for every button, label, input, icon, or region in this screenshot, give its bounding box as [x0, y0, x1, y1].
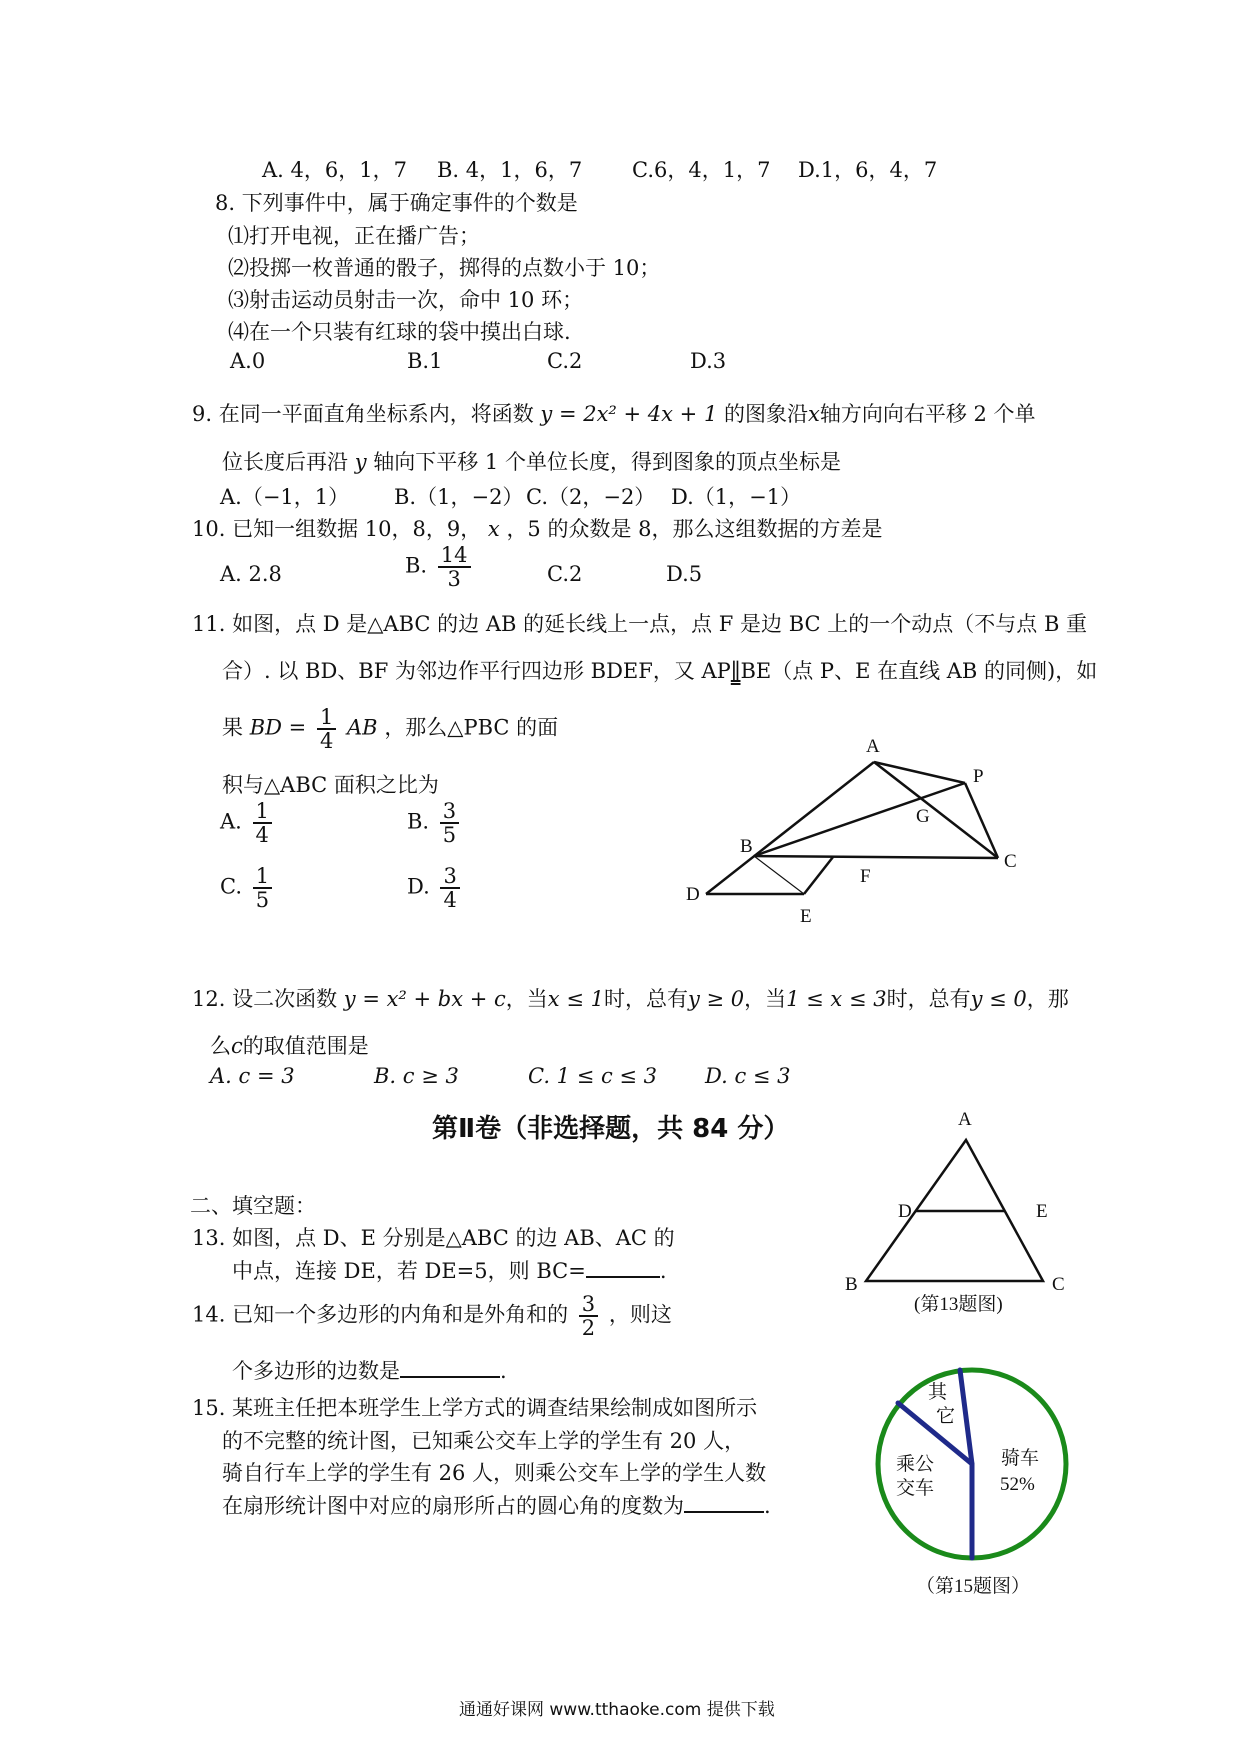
- q10-option-b: [405, 544, 475, 590]
- q9-line-1: [192, 398, 1036, 428]
- q13-caption: (第13题图): [914, 1294, 1003, 1315]
- fraction-numerator: 3: [440, 800, 459, 824]
- q12-condition-3: 1 ≤ x ≤ 3: [786, 987, 887, 1011]
- q15-line-2: 的不完整的统计图，已知乘公交车上学的学生有 20 人，: [222, 1429, 746, 1453]
- fraction-denominator: 3: [447, 567, 461, 592]
- pie-label-bus-2: 交车: [896, 1478, 935, 1499]
- q7-option-c: C.6，4，1，7: [632, 158, 771, 182]
- q8-item-3: ⑶射击运动员射击一次，命中 10 环；: [228, 288, 584, 312]
- q9-y-var: y: [354, 450, 367, 474]
- q8-item-4: ⑷在一个只装有红球的袋中摸出白球.: [228, 320, 571, 344]
- q13-number: 13.: [192, 1226, 226, 1250]
- q11-fraction: [317, 706, 336, 752]
- option-fraction: [253, 800, 272, 846]
- q9-line-2: [222, 446, 841, 476]
- line-be: [754, 856, 804, 894]
- q12-formula: y = x² + bx + c: [343, 987, 506, 1011]
- q15-pie-figure: [860, 1360, 1100, 1605]
- q12-text: 么: [210, 1034, 231, 1058]
- page-footer: 通通好课网 www.tthaoke.com 提供下载: [459, 1700, 775, 1720]
- q15-text: 在扇形统计图中对应的扇形所占的圆心角的度数为: [222, 1494, 684, 1518]
- pie-label-other-2: 它: [936, 1406, 956, 1427]
- label-b: B: [845, 1274, 858, 1295]
- q13-text: 中点，连接 DE，若 DE=5，则 BC=: [232, 1259, 586, 1283]
- q10-text: ，5 的众数是 8，那么这组数据的方差是: [506, 517, 883, 541]
- fill-in-heading: 二、填空题：: [190, 1194, 316, 1218]
- label-b: B: [740, 836, 753, 857]
- option-prefix: B.: [407, 809, 430, 834]
- q14-text: .: [500, 1359, 507, 1383]
- q14-text: 个多边形的边数是: [232, 1359, 400, 1383]
- q12-option-b: B. c ≥ 3: [374, 1064, 459, 1088]
- label-d: D: [686, 884, 700, 905]
- q11-option-c: [220, 865, 276, 911]
- q10-option-c: C.2: [547, 562, 583, 586]
- q11-line-2: [222, 655, 1097, 685]
- q12-text: 时，总有: [886, 987, 971, 1011]
- q11-equals: =: [288, 715, 307, 740]
- q9-text: 在同一平面直角坐标系内，将函数: [218, 402, 534, 426]
- q8-item-1: ⑴打开电视，正在播广告；: [228, 224, 480, 248]
- pie-label-other-1: 其: [928, 1382, 948, 1403]
- q11-line-3: [222, 706, 558, 752]
- q13-line-1: [192, 1222, 675, 1252]
- q12-condition-1: x ≤ 1: [547, 987, 604, 1011]
- q8-stem: 8. 下列事件中，属于确定事件的个数是: [215, 191, 578, 215]
- q12-text: ，当: [505, 987, 548, 1011]
- q12-condition-2: y ≥ 0: [687, 987, 745, 1011]
- q10-number: 10.: [192, 517, 226, 541]
- q11-text: 如图，点 D 是△ABC 的边 AB 的延长线上一点，点 F 是边 BC 上的一个动点（不与点 B 重: [232, 612, 1088, 636]
- answer-blank[interactable]: [400, 1358, 500, 1378]
- q9-text: 位长度后再沿: [222, 450, 348, 474]
- q12-number: 12.: [192, 987, 226, 1011]
- label-c: C: [1052, 1274, 1065, 1295]
- q8-item-2: ⑵投掷一枚普通的骰子，掷得的点数小于 10；: [228, 256, 661, 280]
- q15-line-3: 骑自行车上学的学生有 26 人，则乘公交车上学的学生人数: [222, 1461, 767, 1485]
- q12-option-d: D. c ≤ 3: [705, 1064, 791, 1088]
- q11-option-b: [407, 800, 463, 846]
- q12-text: 时，总有: [603, 987, 688, 1011]
- q10-option-a: A. 2.8: [220, 562, 282, 586]
- q9-option-c: C.（2，−2）: [526, 485, 656, 509]
- line-ef: [804, 857, 833, 894]
- q12-text: ，当: [744, 987, 787, 1011]
- label-d: D: [898, 1201, 912, 1222]
- q10-option-d: D.5: [666, 562, 703, 586]
- q11-text: 合）. 以 BD、BF 为邻边作平行四边形 BDEF，又 AP: [222, 659, 731, 683]
- fraction-denominator: 4: [443, 888, 457, 913]
- q15-text: 某班主任把本班学生上学方式的调查结果绘制成如图所示: [232, 1396, 758, 1420]
- q9-text: 的图象沿: [724, 402, 808, 426]
- q10-text: 已知一组数据 10，8，9，: [232, 517, 482, 541]
- fraction-denominator: 4: [319, 729, 334, 754]
- q11-ab: AB: [347, 715, 378, 740]
- label-g: G: [916, 806, 930, 827]
- fraction-numerator: 3: [440, 865, 459, 889]
- label-a: A: [958, 1109, 972, 1130]
- q11-figure: [680, 730, 1040, 930]
- q13-line-2: [232, 1255, 667, 1285]
- q13-figure: [840, 1100, 1100, 1315]
- q12-option-a: A. c = 3: [210, 1064, 295, 1088]
- q14-line-1: [192, 1293, 672, 1339]
- option-fraction: [440, 800, 459, 846]
- q14-number: 14.: [192, 1302, 226, 1327]
- fraction-denominator: 5: [255, 888, 270, 913]
- q14-text: 已知一个多边形的内角和是外角和的: [232, 1302, 569, 1327]
- fraction-denominator: 4: [255, 823, 269, 848]
- pie-label-bike: 骑车: [1001, 1448, 1040, 1469]
- q10-option-b-fraction: [438, 544, 471, 590]
- q13-text: .: [659, 1259, 667, 1283]
- q10-stem: [192, 513, 883, 543]
- q10-x-var: x: [487, 517, 500, 541]
- q12-condition-4: y ≤ 0: [970, 987, 1027, 1011]
- q15-line-1: [192, 1392, 757, 1422]
- pie-label-bike-percent: 52%: [1000, 1474, 1035, 1495]
- q14-text: ，则这: [608, 1302, 672, 1327]
- q14-line-2: [232, 1355, 507, 1385]
- q12-text: ，那: [1026, 987, 1069, 1011]
- q12-line-1: [192, 983, 1069, 1013]
- fraction-numerator: 3: [579, 1293, 598, 1317]
- option-prefix: D.: [407, 874, 430, 899]
- label-c: C: [1004, 851, 1017, 872]
- q11-line-1: [192, 608, 1087, 638]
- label-p: P: [973, 766, 984, 787]
- q12-line-2: [210, 1030, 369, 1060]
- q8-option-b: B.1: [407, 349, 443, 373]
- fraction-numerator: 1: [317, 706, 336, 730]
- q9-option-d: D.（1，−1）: [671, 485, 802, 509]
- q12-text: 设二次函数: [232, 987, 338, 1011]
- answer-blank[interactable]: [586, 1258, 660, 1278]
- fraction-numerator: 14: [438, 544, 471, 568]
- line-bc: [754, 856, 998, 858]
- q14-fraction: [579, 1293, 598, 1339]
- fraction-numerator: 1: [253, 800, 272, 824]
- q11-number: 11.: [192, 612, 226, 636]
- option-prefix: C.: [220, 874, 242, 899]
- q7-option-b: B. 4，1，6，7: [437, 158, 583, 182]
- q13-text: 如图，点 D、E 分别是△ABC 的边 AB、AC 的: [232, 1226, 675, 1250]
- q10-option-b-prefix: B.: [405, 553, 428, 578]
- label-a: A: [866, 736, 880, 757]
- q9-text: 轴向下平移 1 个单位长度，得到图象的顶点坐标是: [373, 450, 841, 474]
- q7-option-d: D.1，6，4，7: [798, 158, 938, 182]
- pie-label-bus-1: 乘公: [896, 1454, 935, 1475]
- fraction-numerator: 1: [253, 865, 272, 889]
- q9-x-var: x: [808, 402, 820, 426]
- q9-option-b: B.（1，−2）: [394, 485, 524, 509]
- q12-text: 的取值范围是: [242, 1034, 369, 1058]
- q12-option-c: C. 1 ≤ c ≤ 3: [528, 1064, 658, 1088]
- option-fraction: [440, 865, 459, 911]
- label-f: F: [860, 866, 871, 887]
- q11-text: ，那么△PBC 的面: [384, 715, 559, 740]
- q8-option-c: C.2: [547, 349, 583, 373]
- q11-bd: BD: [249, 715, 282, 740]
- answer-blank[interactable]: [684, 1493, 764, 1513]
- fraction-denominator: 2: [581, 1316, 596, 1341]
- label-e: E: [1036, 1201, 1048, 1222]
- q9-option-a: A.（−1，1）: [220, 485, 350, 509]
- label-e: E: [800, 906, 812, 927]
- q11-option-a: [220, 800, 276, 846]
- q15-line-4: [222, 1490, 771, 1520]
- line-pb: [754, 783, 965, 856]
- option-fraction: [253, 865, 272, 911]
- q11-text: 果: [222, 715, 243, 740]
- q15-number: 15.: [192, 1396, 226, 1420]
- q11-text: BE（点 P、E 在直线 AB 的同侧)，如: [740, 659, 1098, 683]
- option-prefix: A.: [220, 809, 242, 834]
- divider-top: [960, 1370, 972, 1464]
- parallel-equal-symbol: ∥: [730, 659, 741, 683]
- line-ad: [706, 762, 874, 894]
- q11-option-d: [407, 865, 464, 911]
- q11-line-4: 积与△ABC 面积之比为: [222, 773, 439, 797]
- q12-c-var: c: [231, 1034, 243, 1058]
- section-2-title: 第Ⅱ卷（非选择题，共 84 分）: [432, 1114, 790, 1144]
- q15-text: .: [764, 1494, 771, 1518]
- q7-option-a: A. 4，6，1，7: [262, 158, 407, 182]
- q8-option-d: D.3: [690, 349, 727, 373]
- q9-number: 9.: [192, 402, 213, 426]
- fraction-denominator: 5: [442, 823, 457, 848]
- q8-option-a: A.0: [230, 349, 266, 373]
- q9-formula: y = 2x² + 4x + 1: [540, 402, 718, 426]
- q15-caption: （第15题图）: [916, 1576, 1031, 1597]
- q9-text: 轴方向向右平移 2 个单: [819, 402, 1036, 426]
